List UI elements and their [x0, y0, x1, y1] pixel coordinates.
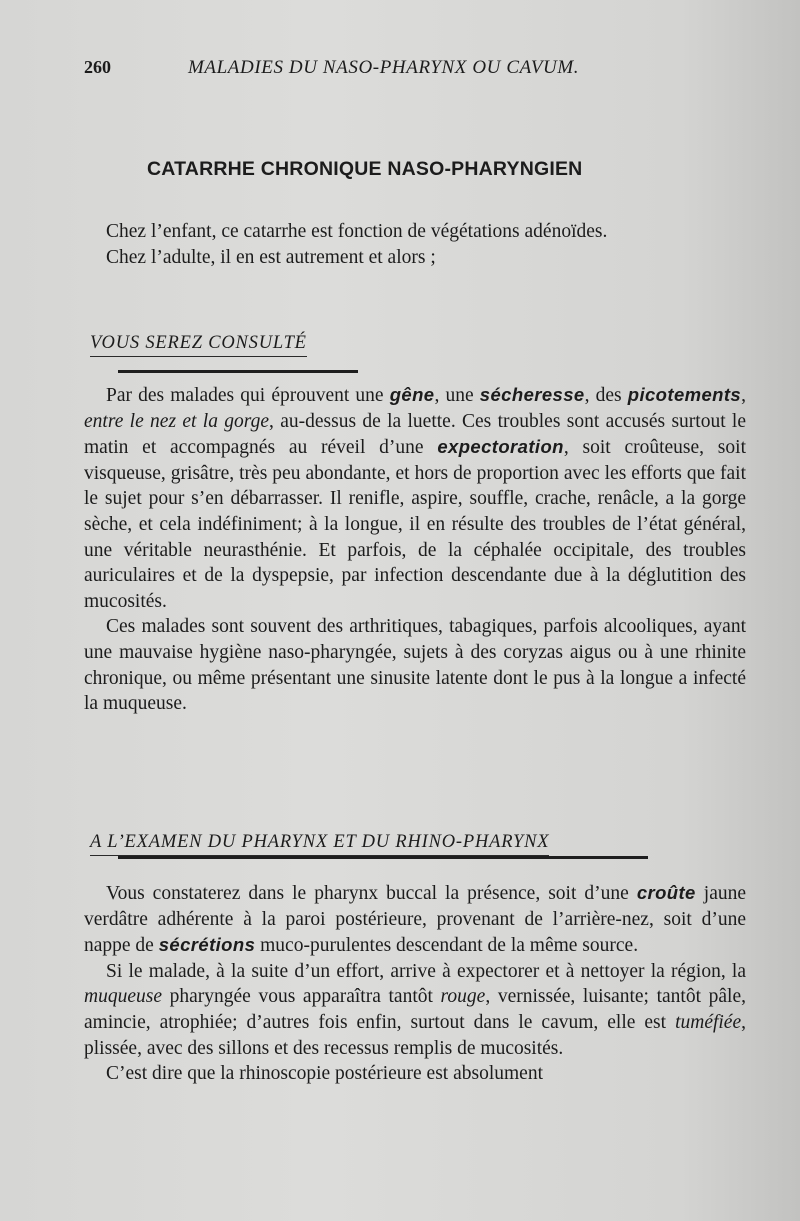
- keyword-gene: gêne: [389, 384, 435, 405]
- exam-paragraph-1: Vous constaterez dans le pharynx buccal la présence, soit d’une croûte jaune verdâtre adhérente à la paroi postérieure, provenant de l’arrière-nez, soit d’une nappe de sécrétions muco-purulentes descendant de la même source.: [84, 882, 747, 957]
- consult-paragraph-1: Par des malades qui éprouvent une gêne, une sécheresse, des picotements, entre le nez et la gorge, au-dessus de la luette. Ces troubles sont accusés surtout le matin et accompagnés au réveil d’une expectoration, soit croûteuse, soit visqueuse, grisâtre, très peu abondante, et hors de proportion avec les efforts que fait le sujet pour s’en débarrasser. Il renifle, aspire, souffle, crache, renâcle, a la gorge sèche, et cela indéfiniment; à la longue, il en résulte des troubles de l’état général, une véritable neurasthénie. Et parfois, de la céphalée occipitale, des troubles auriculaires et de la dyspepsie, par infection descendante due à la déglutition des mucosités.: [84, 384, 747, 612]
- consult-paragraph-2: Ces malades sont souvent des arthritiques, tabagiques, parfois alcooliques, ayant une mauvaise hygiène naso-pharyngée, sujets à des coryzas aigus ou à une rhinite chronique, ou même présentant une sinusite latente dont le pus à la longue a infecté la muqueuse.: [84, 616, 746, 715]
- keyword-secretions: sécrétions: [158, 934, 256, 956]
- running-head: [84, 57, 640, 83]
- section-heading-exam: A L’EXAMEN DU PHARYNX ET DU RHINO-PHARYNX: [90, 832, 549, 856]
- intro-paragraph-1: Chez l’enfant, ce catarrhe est fonction de végétations adénoïdes.: [106, 221, 608, 242]
- exam-paragraph-2: Si le malade, à la suite d’un effort, arrive à expectorer et à nettoyer la région, la muqueuse pharyngée vous apparaîtra tantôt rouge, vernissée, luisante; tantôt pâle, amincie, atrophiée; d’autres fois enfin, surtout dans le cavum, elle est tuméfiée, plissée, avec des sillons et des recessus remplis de mucosités.: [84, 960, 746, 1059]
- keyword-croute: croûte: [636, 882, 696, 903]
- section-rule-consult: [118, 370, 358, 373]
- chapter-title: CATARRHE CHRONIQUE NASO-PHARYNGIEN: [147, 158, 583, 180]
- section-rule-exam: [118, 856, 648, 859]
- page-number: 260: [84, 57, 111, 77]
- italic-rouge: rouge: [440, 986, 486, 1008]
- running-title: MALADIES DU NASO-PHARYNX OU CAVUM.: [188, 57, 580, 78]
- section-heading-consult: VOUS SEREZ CONSULTÉ: [90, 333, 307, 357]
- keyword-secheresse: sécheresse: [479, 384, 585, 405]
- keyword-expectoration: expectoration: [437, 436, 564, 458]
- section-exam-body: [84, 880, 746, 1087]
- exam-paragraph-3: C’est dire que la rhinoscopie postérieure est absolument: [106, 1063, 543, 1085]
- keyword-picotements: picotements: [627, 384, 742, 405]
- intro-paragraph-2: Chez l’adulte, il en est autrement et alors ;: [106, 246, 436, 268]
- italic-location: entre le nez et la gorge: [84, 410, 270, 432]
- intro-text: [84, 219, 746, 270]
- section-consult-body: [84, 382, 746, 717]
- italic-muqueuse: muqueuse: [84, 986, 162, 1008]
- italic-tumefiee: tuméfiée: [675, 1011, 742, 1033]
